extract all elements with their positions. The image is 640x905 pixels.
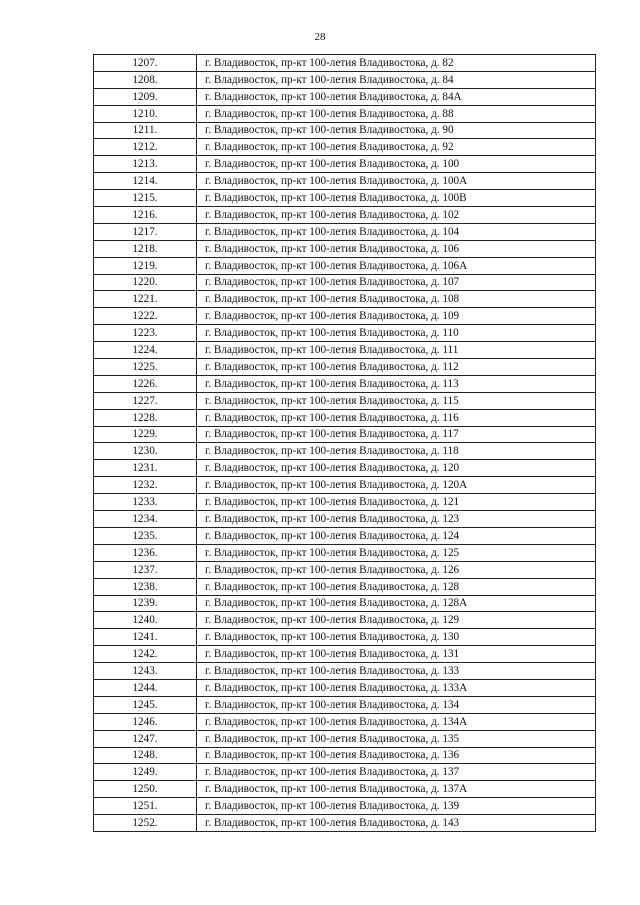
table-row [94, 257, 596, 274]
row-address: г. Владивосток, пр-кт 100-летия Владивостока, д. 124 [197, 527, 596, 544]
row-number: 1248. [94, 747, 197, 764]
table-row [94, 392, 596, 409]
row-address: г. Владивосток, пр-кт 100-летия Владивостока, д. 120 [197, 460, 596, 477]
table-row [94, 544, 596, 561]
row-address: г. Владивосток, пр-кт 100-летия Владивостока, д. 128 [197, 578, 596, 595]
table-row [94, 71, 596, 88]
row-address: г. Владивосток, пр-кт 100-летия Владивостока, д. 143 [197, 815, 596, 832]
row-number: 1218. [94, 240, 197, 257]
row-address: г. Владивосток, пр-кт 100-летия Владивостока, д. 102 [197, 207, 596, 224]
row-address: г. Владивосток, пр-кт 100-летия Владивостока, д. 117 [197, 426, 596, 443]
table-row [94, 156, 596, 173]
table-row [94, 359, 596, 376]
table-row [94, 173, 596, 190]
row-address: г. Владивосток, пр-кт 100-летия Владивостока, д. 137 [197, 764, 596, 781]
row-address: г. Владивосток, пр-кт 100-летия Владивостока, д. 109 [197, 308, 596, 325]
table-row [94, 443, 596, 460]
table-row [94, 139, 596, 156]
table-row [94, 713, 596, 730]
row-number: 1229. [94, 426, 197, 443]
row-address: г. Владивосток, пр-кт 100-летия Владивостока, д. 82 [197, 55, 596, 72]
table-row [94, 747, 596, 764]
row-address: г. Владивосток, пр-кт 100-летия Владивостока, д. 106 [197, 240, 596, 257]
row-address: г. Владивосток, пр-кт 100-летия Владивостока, д. 134 [197, 696, 596, 713]
row-number: 1217. [94, 223, 197, 240]
table-row [94, 88, 596, 105]
row-number: 1243. [94, 663, 197, 680]
table-row [94, 561, 596, 578]
row-number: 1215. [94, 190, 197, 207]
row-number: 1231. [94, 460, 197, 477]
row-number: 1239. [94, 595, 197, 612]
table-row [94, 223, 596, 240]
row-number: 1244. [94, 679, 197, 696]
row-address: г. Владивосток, пр-кт 100-летия Владивостока, д. 84 [197, 71, 596, 88]
row-address: г. Владивосток, пр-кт 100-летия Владивостока, д. 110 [197, 325, 596, 342]
row-number: 1249. [94, 764, 197, 781]
row-address: г. Владивосток, пр-кт 100-летия Владивостока, д. 128А [197, 595, 596, 612]
row-number: 1227. [94, 392, 197, 409]
table-row [94, 629, 596, 646]
row-address: г. Владивосток, пр-кт 100-летия Владивостока, д. 115 [197, 392, 596, 409]
row-address: г. Владивосток, пр-кт 100-летия Владивостока, д. 123 [197, 511, 596, 528]
row-address: г. Владивосток, пр-кт 100-летия Владивостока, д. 137А [197, 781, 596, 798]
table-row [94, 578, 596, 595]
row-address: г. Владивосток, пр-кт 100-летия Владивостока, д. 111 [197, 342, 596, 359]
row-number: 1241. [94, 629, 197, 646]
row-number: 1219. [94, 257, 197, 274]
page-number: 28 [314, 31, 326, 43]
address-table [93, 54, 596, 832]
row-address: г. Владивосток, пр-кт 100-летия Владивостока, д. 108 [197, 291, 596, 308]
table-row [94, 595, 596, 612]
table-row [94, 240, 596, 257]
row-number: 1228. [94, 409, 197, 426]
row-number: 1226. [94, 375, 197, 392]
row-address: г. Владивосток, пр-кт 100-летия Владивостока, д. 100А [197, 173, 596, 190]
row-number: 1235. [94, 527, 197, 544]
row-number: 1250. [94, 781, 197, 798]
table-row [94, 207, 596, 224]
row-number: 1246. [94, 713, 197, 730]
row-number: 1237. [94, 561, 197, 578]
table-row [94, 308, 596, 325]
row-address: г. Владивосток, пр-кт 100-летия Владивостока, д. 120А [197, 477, 596, 494]
row-number: 1247. [94, 730, 197, 747]
table-row [94, 55, 596, 72]
row-address: г. Владивосток, пр-кт 100-летия Владивостока, д. 92 [197, 139, 596, 156]
table-row [94, 460, 596, 477]
table-row [94, 815, 596, 832]
row-number: 1209. [94, 88, 197, 105]
table-row [94, 122, 596, 139]
row-number: 1233. [94, 494, 197, 511]
row-address: г. Владивосток, пр-кт 100-летия Владивостока, д. 106А [197, 257, 596, 274]
table-row [94, 764, 596, 781]
row-address: г. Владивосток, пр-кт 100-летия Владивостока, д. 121 [197, 494, 596, 511]
row-number: 1213. [94, 156, 197, 173]
table-row [94, 612, 596, 629]
row-address: г. Владивосток, пр-кт 100-летия Владивостока, д. 129 [197, 612, 596, 629]
row-address: г. Владивосток, пр-кт 100-летия Владивостока, д. 133А [197, 679, 596, 696]
row-address: г. Владивосток, пр-кт 100-летия Владивостока, д. 139 [197, 798, 596, 815]
table-row [94, 781, 596, 798]
row-number: 1224. [94, 342, 197, 359]
row-number: 1234. [94, 511, 197, 528]
row-number: 1225. [94, 359, 197, 376]
table-row [94, 511, 596, 528]
row-number: 1207. [94, 55, 197, 72]
row-address: г. Владивосток, пр-кт 100-летия Владивостока, д. 100 [197, 156, 596, 173]
table-row [94, 663, 596, 680]
row-number: 1240. [94, 612, 197, 629]
row-number: 1214. [94, 173, 197, 190]
row-number: 1223. [94, 325, 197, 342]
row-address: г. Владивосток, пр-кт 100-летия Владивостока, д. 112 [197, 359, 596, 376]
row-number: 1211. [94, 122, 197, 139]
row-address: г. Владивосток, пр-кт 100-летия Владивостока, д. 88 [197, 105, 596, 122]
row-address: г. Владивосток, пр-кт 100-летия Владивостока, д. 113 [197, 375, 596, 392]
table-row [94, 426, 596, 443]
row-address: г. Владивосток, пр-кт 100-летия Владивостока, д. 90 [197, 122, 596, 139]
row-number: 1216. [94, 207, 197, 224]
table-row [94, 798, 596, 815]
row-number: 1220. [94, 274, 197, 291]
table-row [94, 477, 596, 494]
table-row [94, 105, 596, 122]
row-address: г. Владивосток, пр-кт 100-летия Владивостока, д. 125 [197, 544, 596, 561]
table-row [94, 342, 596, 359]
table-row [94, 527, 596, 544]
row-address: г. Владивосток, пр-кт 100-летия Владивостока, д. 134А [197, 713, 596, 730]
table-row [94, 696, 596, 713]
row-address: г. Владивосток, пр-кт 100-летия Владивостока, д. 104 [197, 223, 596, 240]
row-address: г. Владивосток, пр-кт 100-летия Владивостока, д. 131 [197, 646, 596, 663]
row-address: г. Владивосток, пр-кт 100-летия Владивостока, д. 116 [197, 409, 596, 426]
table-row [94, 291, 596, 308]
address-table-body [94, 55, 596, 832]
row-address: г. Владивосток, пр-кт 100-летия Владивостока, д. 100В [197, 190, 596, 207]
row-number: 1251. [94, 798, 197, 815]
row-number: 1221. [94, 291, 197, 308]
row-address: г. Владивосток, пр-кт 100-летия Владивостока, д. 133 [197, 663, 596, 680]
table-row [94, 375, 596, 392]
row-number: 1230. [94, 443, 197, 460]
row-number: 1208. [94, 71, 197, 88]
table-row [94, 190, 596, 207]
row-number: 1212. [94, 139, 197, 156]
row-number: 1238. [94, 578, 197, 595]
row-number: 1252. [94, 815, 197, 832]
table-row [94, 730, 596, 747]
row-number: 1222. [94, 308, 197, 325]
row-address: г. Владивосток, пр-кт 100-летия Владивостока, д. 118 [197, 443, 596, 460]
table-row [94, 494, 596, 511]
table-row [94, 409, 596, 426]
table-row [94, 325, 596, 342]
row-address: г. Владивосток, пр-кт 100-летия Владивостока, д. 135 [197, 730, 596, 747]
row-address: г. Владивосток, пр-кт 100-летия Владивостока, д. 126 [197, 561, 596, 578]
row-address: г. Владивосток, пр-кт 100-летия Владивостока, д. 107 [197, 274, 596, 291]
row-number: 1232. [94, 477, 197, 494]
table-row [94, 679, 596, 696]
row-number: 1242. [94, 646, 197, 663]
row-number: 1245. [94, 696, 197, 713]
row-address: г. Владивосток, пр-кт 100-летия Владивостока, д. 84А [197, 88, 596, 105]
row-address: г. Владивосток, пр-кт 100-летия Владивостока, д. 136 [197, 747, 596, 764]
row-address: г. Владивосток, пр-кт 100-летия Владивостока, д. 130 [197, 629, 596, 646]
row-number: 1236. [94, 544, 197, 561]
table-row [94, 274, 596, 291]
table-row [94, 646, 596, 663]
row-number: 1210. [94, 105, 197, 122]
